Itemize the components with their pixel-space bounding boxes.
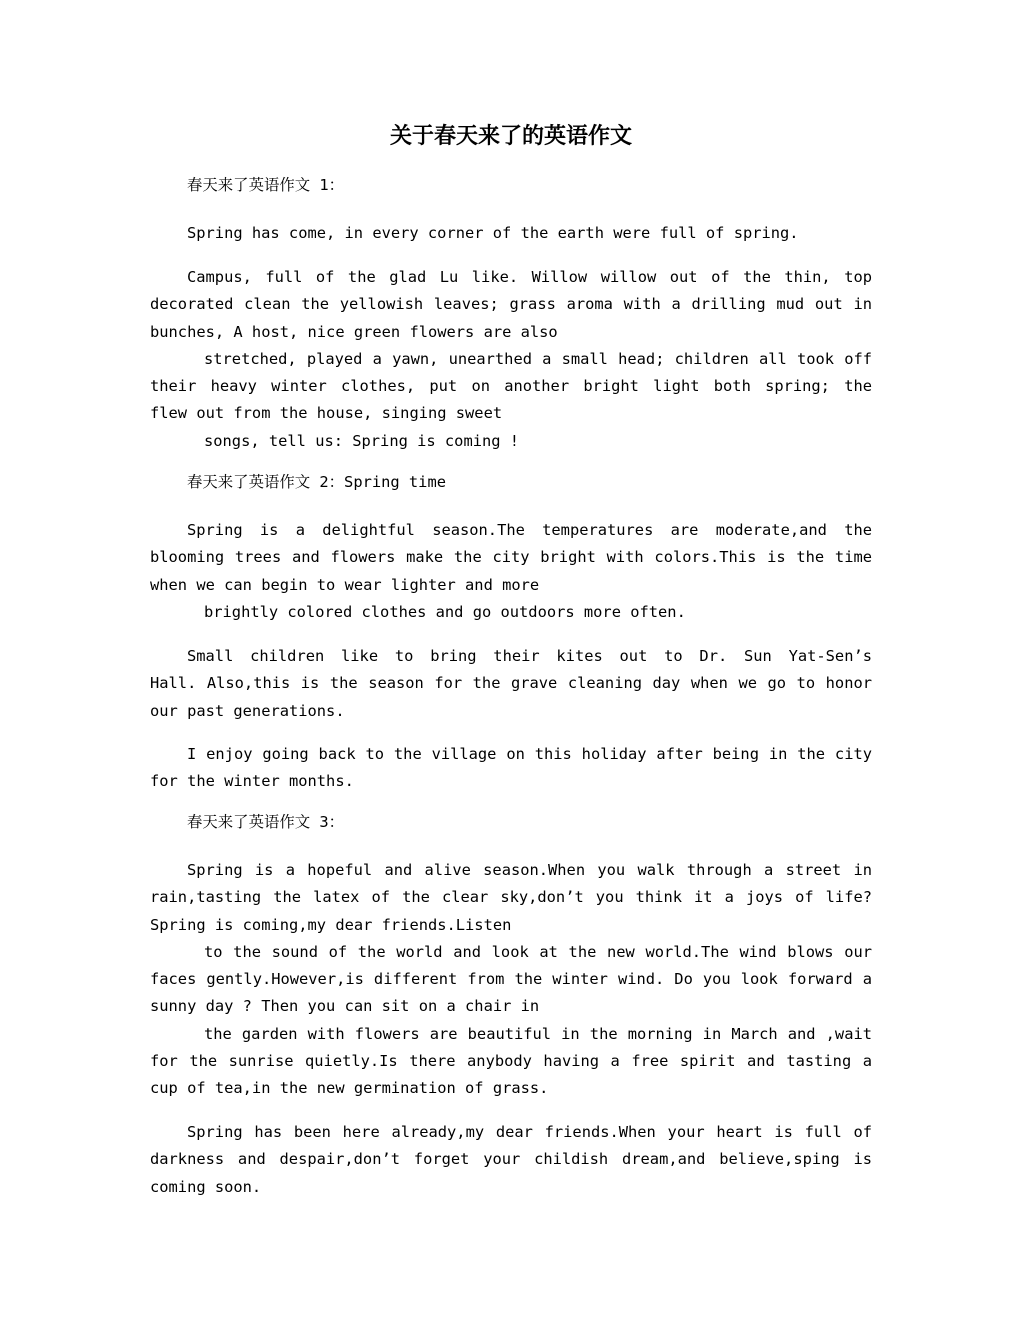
- paragraph-line: Campus, full of the glad Lu like. Willow willow out of the thin, top: [187, 268, 872, 286]
- paragraph-line: rain,tasting the latex of the clear sky,don’t you think it a joys of life?: [150, 888, 872, 907]
- section-heading: 春天来了英语作文 2：Spring time: [187, 473, 446, 491]
- paragraph-line: songs, tell us: Spring is coming !: [204, 431, 520, 450]
- section-3-paragraph-2: [150, 1119, 872, 1201]
- page-title: 关于春天来了的英语作文: [389, 123, 632, 149]
- paragraph-line: faces gently.However,is different from the winter wind. Do you look forward a: [150, 970, 872, 989]
- section-heading: 春天来了英语作文 3：: [187, 813, 345, 831]
- section-3-paragraph-1: [150, 857, 872, 1103]
- paragraph-line: Hall. Also,this is the season for the grave cleaning day when we go to honor: [150, 674, 872, 693]
- paragraph-line: Spring is coming,my dear friends.Listen: [150, 915, 512, 934]
- section-heading: 春天来了英语作文 1：: [187, 176, 345, 194]
- paragraph-line: I enjoy going back to the village on this holiday after being in the city: [187, 745, 872, 763]
- paragraph-line: Spring is a delightful season.The temperatures are moderate,and the: [187, 521, 872, 539]
- paragraph-line: when we can begin to wear lighter and more: [150, 575, 540, 594]
- paragraph-line: Spring has been here already,my dear friends.When your heart is full of: [187, 1123, 872, 1141]
- paragraph-line: for the sunrise quietly.Is there anybody having a free spirit and tasting a: [150, 1052, 872, 1071]
- paragraph-line: brightly colored clothes and go outdoors more often.: [204, 602, 686, 621]
- paragraph-line: Spring has come, in every corner of the earth were full of spring.: [187, 224, 799, 242]
- paragraph-line: for the winter months.: [150, 772, 354, 791]
- section-1-paragraph-1: [150, 220, 872, 247]
- paragraph-line: Small children like to bring their kites out to Dr. Sun Yat-Sen’s: [187, 647, 872, 665]
- section-2-paragraph-1: [150, 517, 872, 626]
- section-1: [150, 172, 872, 199]
- paragraph-line: coming soon.: [150, 1177, 262, 1196]
- section-2-paragraph-2: [150, 643, 872, 725]
- paragraph-line: bunches, A host, nice green flowers are also: [150, 322, 558, 341]
- section-2-paragraph-3: [150, 741, 872, 796]
- paragraph-line: to the sound of the world and look at the new world.The wind blows our: [204, 942, 872, 961]
- paragraph-line: decorated clean the yellowish leaves; grass aroma with a drilling mud out in: [150, 295, 872, 314]
- paragraph-line: the garden with flowers are beautiful in the morning in March and ,wait: [204, 1024, 872, 1043]
- paragraph-line: our past generations.: [150, 701, 345, 720]
- section-2: [150, 469, 872, 496]
- paragraph-line: blooming trees and flowers make the city bright with colors.This is the time: [150, 548, 872, 567]
- section-1-paragraph-2: [150, 264, 872, 455]
- paragraph-line: stretched, played a yawn, unearthed a small head; children all took off: [204, 349, 872, 368]
- paragraph-line: Spring is a hopeful and alive season.When you walk through a street in: [187, 861, 872, 879]
- paragraph-line: darkness and despair,don’t forget your childish dream,and believe,sping is: [150, 1150, 872, 1169]
- paragraph-line: sunny day ? Then you can sit on a chair in: [150, 997, 540, 1016]
- paragraph-line: flew out from the house, singing sweet: [150, 404, 503, 423]
- section-3: [150, 809, 872, 836]
- paragraph-line: their heavy winter clothes, put on another bright light both spring; the: [150, 377, 872, 396]
- paragraph-line: cup of tea,in the new germination of grass.: [150, 1079, 549, 1098]
